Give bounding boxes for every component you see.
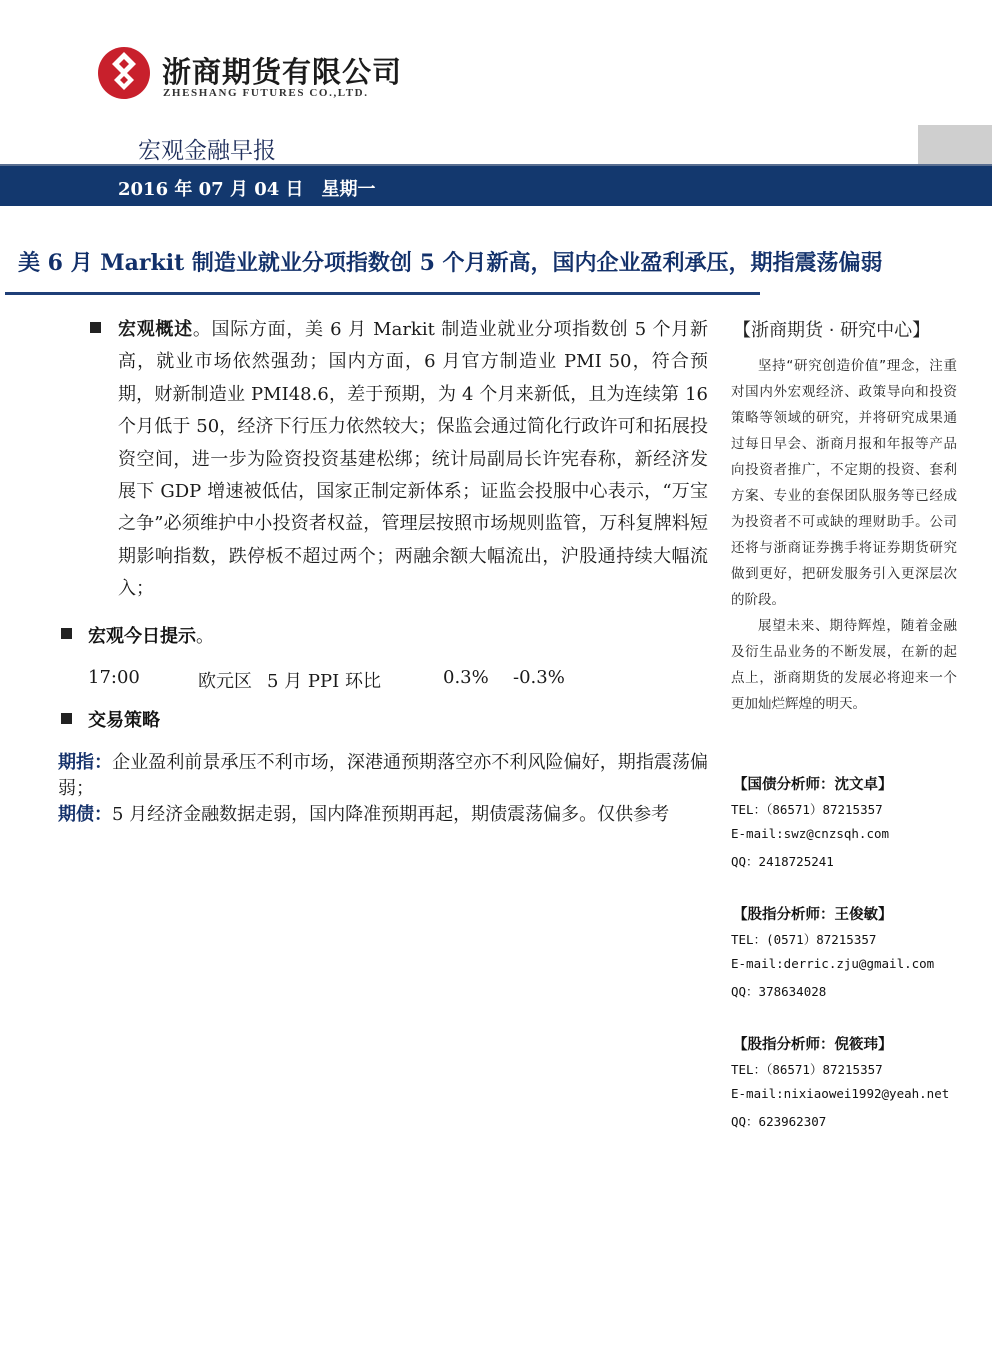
analyst-tel: TEL：（86571）87215357 — [731, 1062, 883, 1077]
today-tips-title: 宏观今日提示 — [88, 626, 196, 647]
macro-overview — [118, 314, 708, 606]
strategy-title: 交易策略 — [88, 710, 160, 731]
headline-rule — [5, 292, 760, 295]
report-type: 宏观金融早报 — [138, 138, 276, 164]
analyst-tel: TEL：（86571）87215357 — [731, 802, 883, 817]
company-logo-icon — [97, 46, 151, 100]
tip-indicator: 5 月 PPI 环比 — [267, 671, 381, 692]
company-name-en: ZHESHANG FUTURES CO.,LTD. — [163, 87, 369, 99]
macro-overview-body: 。国际方面，美 6 月 Markit 制造业就业分项指数创 5 个月新高，就业市场依然强劲；国内方面，6 月官方制造业 PMI 50，符合预期，财新制造业 PMI48.6，差于预期，为 4 个月来新低，且为连续第 16 个月低于 50，经济下行压力依然较大；保监会通过简化行政许可和拓展投资空间，进一步为险资投资基建松绑；统计局副局长许宪春称，新经济发展下 GDP 增速被低估，国家正制定新体系；证监会投服中心表示，“万宝之争”必须维护中小投资者权益，管理层按照市场规则监管，万科复牌料短期影响指数，跌停板不超过两个；两融余额大幅流出，沪股通持续大幅流入； — [118, 319, 708, 600]
tip-previous: 0.3% — [443, 667, 489, 688]
sidebar-intro: 坚持“研究创造价值”理念，注重对国内外宏观经济、政策导向和投资策略等领域的研究，并将研究成果通过每日早会、浙商月报和年报等产品向投资者推广，不定期的投资、套利方案、专业的套保团队服务等已经成为投资者不可或缺的理财助手。公司还将与浙商证券携手将证券期货研究做到更好，把研发服务引入更深层次的阶段。 — [731, 358, 957, 608]
bullet-marker — [90, 322, 101, 333]
header-decoration — [918, 125, 992, 165]
strategy-index-futures — [58, 750, 708, 802]
strategy-label: 期债： — [58, 804, 112, 825]
sidebar-title: 【浙商期货 · 研究中心】 — [733, 320, 931, 341]
analyst-email[interactable]: E-mail:swz@cnzsqh.com — [731, 826, 890, 841]
analyst-title: 【股指分析师：王俊敏】 — [733, 907, 893, 923]
analyst-qq: QQ：2418725241 — [731, 854, 834, 869]
tip-time: 17:00 — [88, 667, 140, 688]
analyst-title: 【国债分析师：沈文卓】 — [733, 777, 893, 793]
bullet-marker — [61, 713, 72, 724]
report-headline: 美 6 月 Markit 制造业就业分项指数创 5 个月新高，国内企业盈利承压，期指震荡偏弱 — [18, 250, 883, 276]
bullet-marker — [61, 628, 72, 639]
macro-overview-title: 宏观概述 — [118, 319, 193, 340]
tip-region: 欧元区 — [198, 671, 252, 692]
strategy-text: 企业盈利前景承压不利市场，深港通预期落空亦不利风险偏好，期指震荡偏弱； — [58, 752, 708, 799]
today-tips-suffix: 。 — [196, 626, 214, 647]
company-name-cn: 浙商期货有限公司 — [162, 55, 403, 89]
sidebar-intro: 展望未来、期待辉煌，随着金融及衍生品业务的不断发展，在新的起点上，浙商期货的发展必将迎来一个更加灿烂辉煌的明天。 — [731, 618, 957, 712]
tip-forecast: -0.3% — [513, 667, 565, 688]
analyst-email[interactable]: E-mail:nixiaowei1992@yeah.net — [731, 1086, 950, 1101]
strategy-label: 期指： — [58, 752, 113, 773]
today-tips-heading — [88, 622, 214, 648]
strategy-bond-futures — [58, 802, 708, 828]
analyst-tel: TEL：(0571）87215357 — [731, 932, 877, 947]
analyst-qq: QQ：378634028 — [731, 984, 827, 999]
report-date: 2016 年 07 月 04 日 星期一 — [118, 179, 376, 200]
analyst-qq: QQ：623962307 — [731, 1114, 827, 1129]
strategy-text: 5 月经济金融数据走弱，国内降准预期再起，期债震荡偏多。仅供参考 — [112, 804, 670, 825]
analyst-title: 【股指分析师：倪筱玮】 — [733, 1037, 893, 1053]
analyst-email[interactable]: E-mail:derric.zju@gmail.com — [731, 956, 935, 971]
